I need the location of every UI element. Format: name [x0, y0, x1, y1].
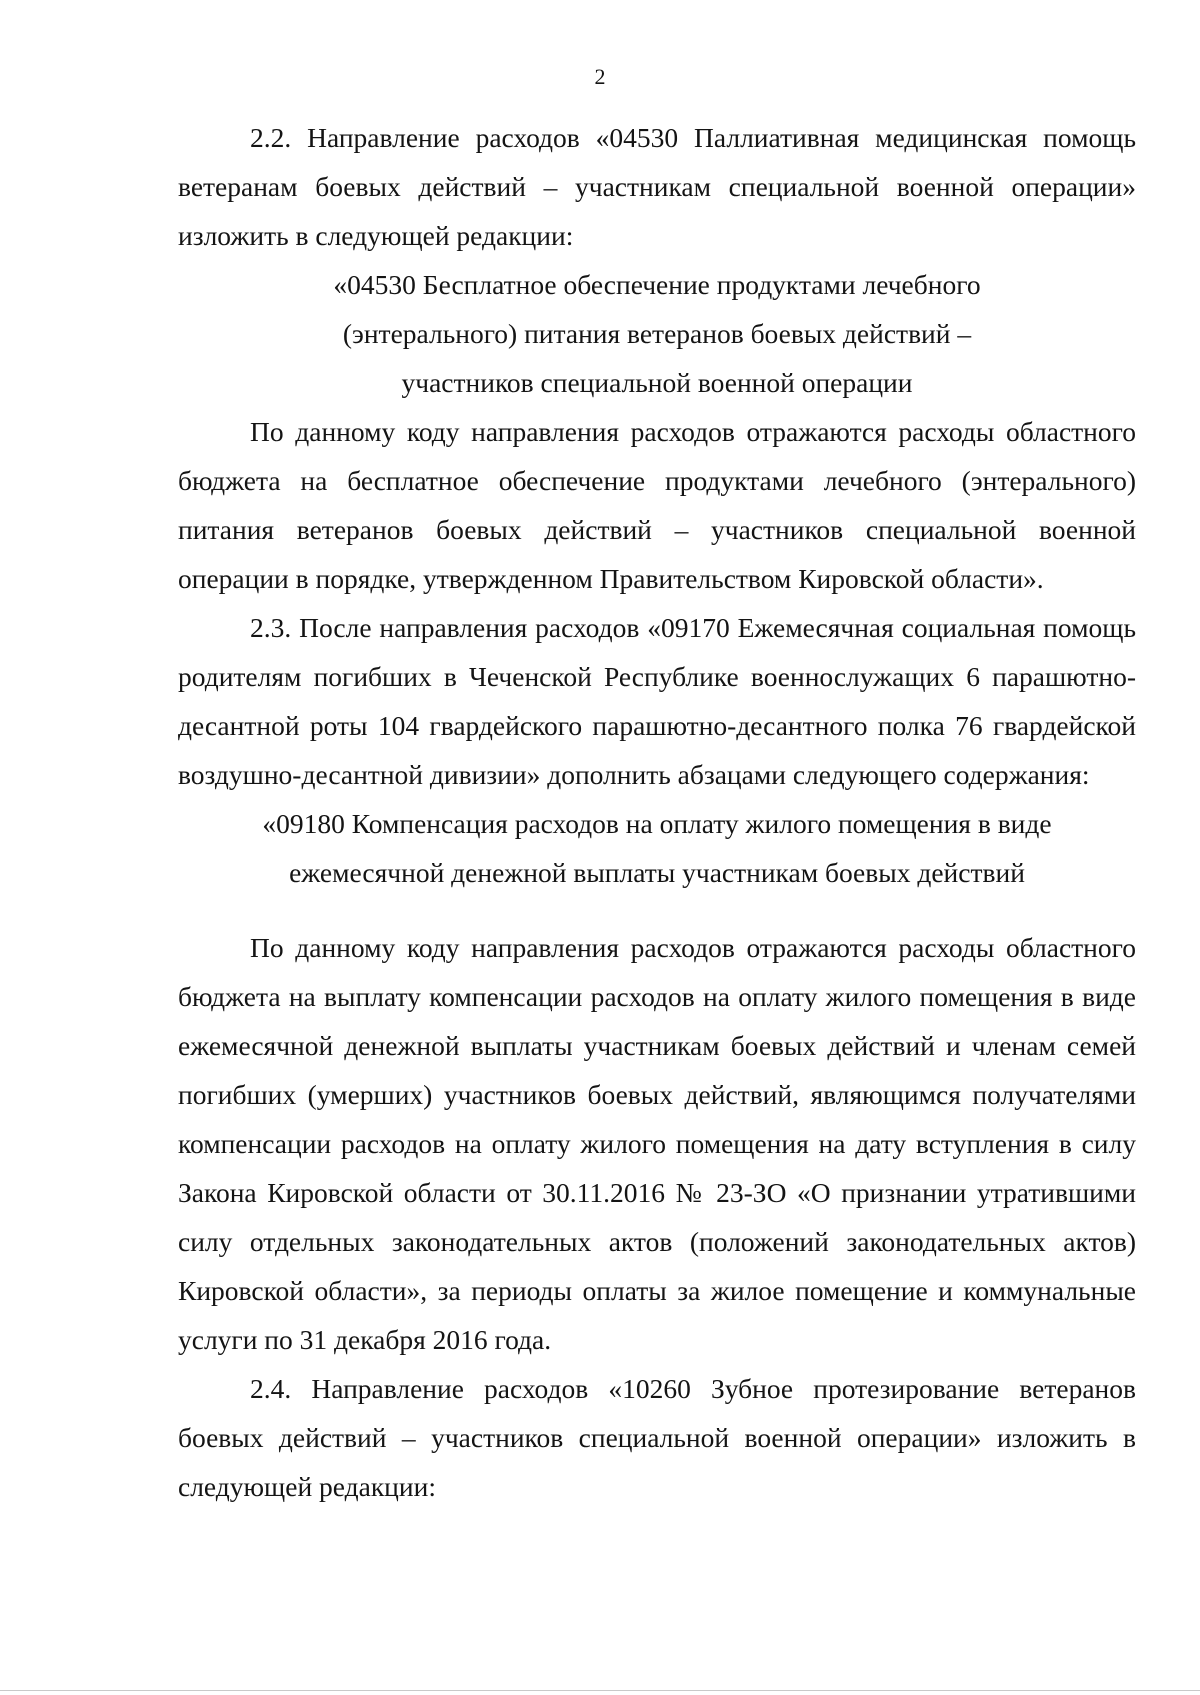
- heading-04530-line-1: «04530 Бесплатное обеспечение продуктами лечебного: [333, 269, 981, 300]
- paragraph-09180-description: По данному коду направления расходов отражаются расходы областного бюджета на выплату компенсации расходов на оплату жилого помещения в виде ежемесячной денежной выплаты участникам боевых действий и членам семей погибших (умерших) участников боевых действий, являющимся получателями компенсации расходов на оплату жилого помещения на дату вступления в силу Закона Кировской области от 30.11.2016 № 23-ЗО «О признании утратившими силу отдельных законодательных актов (положений законодательных актов) Кировской области», за периоды оплаты за жилое помещение и коммунальные услуги по 31 декабря 2016 года.: [178, 932, 1136, 1355]
- paragraph-2-2: 2.2. Направление расходов «04530 Паллиативная медицинская помощь ветеранам боевых действий – участникам специальной военной операции» изложить в следующей редакции:: [178, 122, 1136, 251]
- document-body: [178, 113, 1136, 1511]
- paragraph-2-3: 2.3. После направления расходов «09170 Ежемесячная социальная помощь родителям погибших в Чеченской Республике военнослужащих 6 парашютно-десантной роты 104 гвардейского парашютно-десантного полка 76 гвардейской воздушно-десантной дивизии» дополнить абзацами следующего содержания:: [178, 612, 1136, 790]
- page-number: 2: [594, 64, 606, 89]
- heading-04530-line-2: (энтерального) питания ветеранов боевых действий –: [342, 318, 972, 349]
- heading-04530-line-3: участников специальной военной операции: [401, 367, 913, 398]
- page-bottom-edge: [0, 1690, 1200, 1691]
- paragraph-04530-description: По данному коду направления расходов отражаются расходы областного бюджета на бесплатное обеспечение продуктами лечебного (энтерального) питания ветеранов боевых действий – участников специальной военной операции в порядке, утвержденном Правительством Кировской области».: [178, 416, 1136, 594]
- heading-09180-line-2: ежемесячной денежной выплаты участникам боевых действий: [289, 857, 1025, 888]
- paragraph-2-4: 2.4. Направление расходов «10260 Зубное протезирование ветеранов боевых действий – участников специальной военной операции» изложить в следующей редакции:: [178, 1373, 1136, 1502]
- heading-09180-line-1: «09180 Компенсация расходов на оплату жилого помещения в виде: [262, 808, 1052, 839]
- spacer: [178, 897, 1136, 923]
